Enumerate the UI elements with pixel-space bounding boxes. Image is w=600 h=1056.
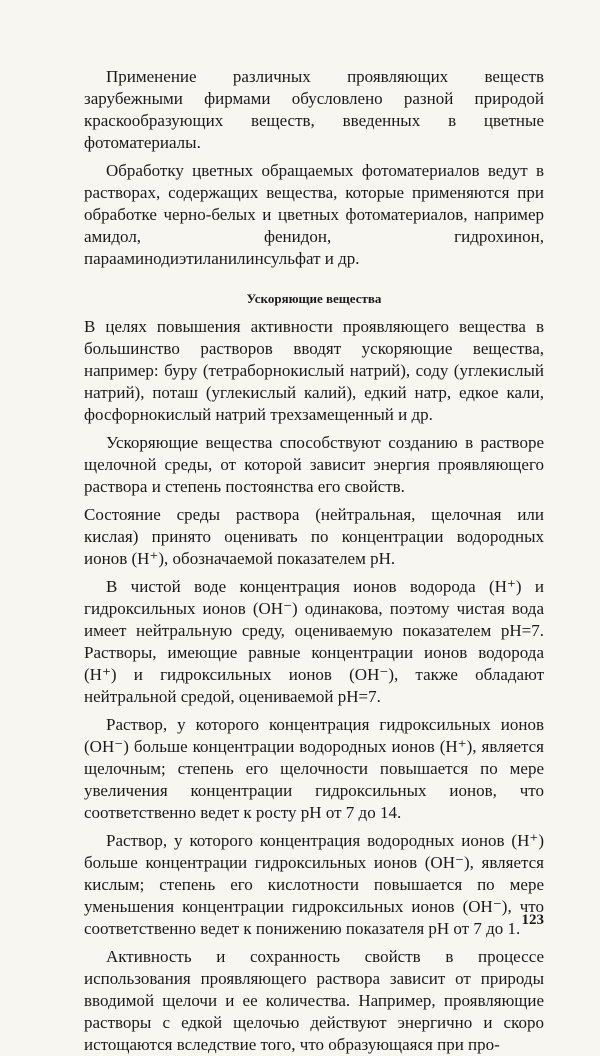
page-number: 123 — [521, 912, 544, 928]
paragraph-acidic-solution: Раствор, у которого концентрация водородных ионов (H⁺) больше концентрации гидроксильных ионов (OH⁻), является кислым; степень его кислотности повышается по мере уменьшения концентрации гидроксильных ионов (OH⁻), что соответственно ведет к понижению показателя pH от 7 до 1. — [84, 831, 544, 938]
paragraph-neutral-water: В чистой воде концентрация ионов водорода (H⁺) и гидроксильных ионов (OH⁻) одинакова, поэтому чистая вода имеет нейтральную среду, оцениваемую показателем pH=7. Растворы, имеющие равные концентрации ионов водорода (H⁺) и гидроксильных ионов (OH⁻), также обладают нейтральной средой, оцениваемой pH=7. — [84, 577, 544, 706]
section-heading: Ускоряющие вещества — [246, 291, 382, 306]
paragraph-ph-definition: Состояние среды раствора (нейтральная, щелочная или кислая) принято оценивать по концентрации водородных ионов (H⁺), обозначаемой показателем pH. — [84, 505, 544, 568]
paragraph-alkaline-medium: Ускоряющие вещества способствуют созданию в растворе щелочной среды, от которой зависит энергия проявляющего раствора и степень постоянства его свойств. — [84, 433, 544, 496]
paragraph-activity-preservation: Активность и сохранность свойств в процессе использования проявляющего раствора зависит от природы вводимой щелочи и ее количества. Например, проявляющие растворы с едкой щелочью действуют энергично и скоро истощаются вследствие того, что образующаяся при про- — [84, 947, 544, 1054]
paragraph-accelerators-intro: В целях повышения активности проявляющего вещества в большинство растворов вводят ускоряющие вещества, например: буру (тетраборнокислый натрий), соду (углекислый натрий), поташ (углекислый калий), едкий натр, едкое кали, фосфорнокислый натрий трехзамещенный и др. — [84, 317, 544, 424]
paragraph-reversal-processing: Обработку цветных обращаемых фотоматериалов ведут в растворах, содержащих вещества, которые применяются при обработке черно-белых и цветных фотоматериалов, например амидол, фенидон, гидрохинон, парааминодиэтиланилинсульфат и др. — [84, 161, 544, 268]
paragraph-alkaline-solution: Раствор, у которого концентрация гидроксильных ионов (OH⁻) больше концентрации водородных ионов (H⁺), является щелочным; степень его щелочности повышается по мере увеличения концентрации гидроксильных ионов, что соответственно ведет к росту pH от 7 до 14. — [84, 715, 544, 822]
paragraph-developers-foreign: Применение различных проявляющих веществ зарубежными фирмами обусловлено разной природой краскообразующих веществ, введенных в цветные фотоматериалы. — [84, 67, 544, 152]
